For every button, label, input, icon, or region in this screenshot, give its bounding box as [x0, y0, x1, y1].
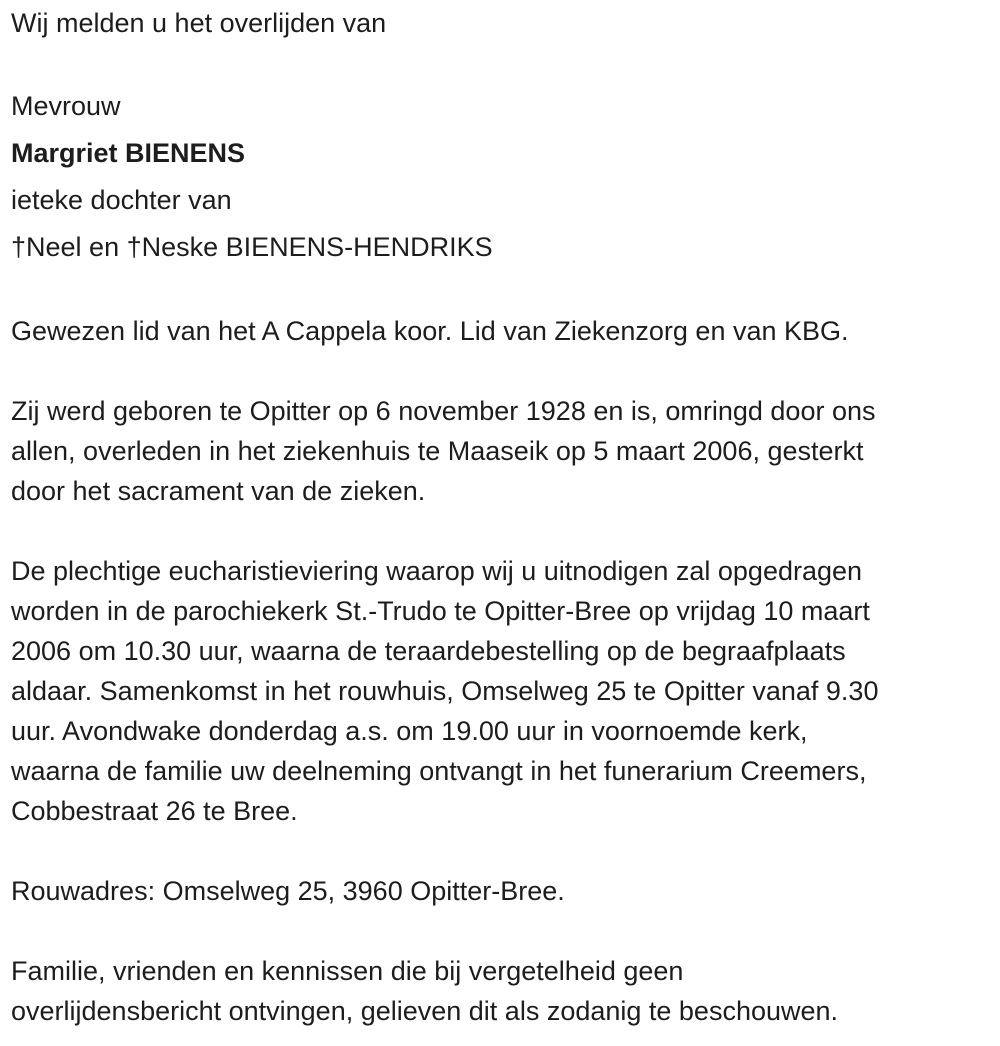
ceremony-paragraph [11, 551, 990, 831]
deceased-name: Margriet BIENENS [11, 138, 246, 168]
deceased-block [11, 83, 990, 271]
relation-line: ieteke dochter van [11, 185, 232, 215]
ceremony-line: aldaar. Samenkomst in het rouwhuis, Omselweg 25 te Opitter vanaf 9.30 [11, 676, 879, 706]
apology-line: Familie, vrienden en kennissen die bij vergetelheid geen [11, 956, 684, 986]
memberships-paragraph [11, 311, 990, 351]
birth-death-line: Zij werd geboren te Opitter op 6 november 1928 en is, omringd door ons [11, 396, 876, 426]
ceremony-line: uur. Avondwake donderdag a.s. om 19.00 uur in voornoemde kerk, [11, 716, 808, 746]
ceremony-line: 2006 om 10.30 uur, waarna de teraardebestelling op de begraafplaats [11, 636, 846, 666]
mourning-address-line: Rouwadres: Omselweg 25, 3960 Opitter-Bree. [11, 876, 565, 906]
parents-line: †Neel en †Neske BIENENS-HENDRIKS [11, 232, 493, 262]
salutation-line: Mevrouw [11, 91, 121, 121]
ceremony-line: Cobbestraat 26 te Bree. [11, 796, 298, 826]
intro-line: Wij melden u het overlijden van [11, 8, 387, 38]
mourning-address-paragraph [11, 871, 990, 911]
ceremony-line: De plechtige eucharistieviering waarop wij u uitnodigen zal opgedragen [11, 556, 863, 586]
birth-death-paragraph [11, 391, 990, 511]
ceremony-line: worden in de parochiekerk St.-Trudo te Opitter-Bree op vrijdag 10 maart [11, 596, 870, 626]
ceremony-line: waarna de familie uw deelneming ontvangt in het funerarium Creemers, [11, 756, 867, 786]
intro-paragraph [11, 3, 990, 43]
apology-paragraph [11, 951, 990, 1031]
apology-line: overlijdensbericht ontvingen, gelieven dit als zodanig te beschouwen. [11, 996, 839, 1026]
birth-death-line: allen, overleden in het ziekenhuis te Maaseik op 5 maart 2006, gesterkt [11, 436, 864, 466]
memberships-line: Gewezen lid van het A Cappela koor. Lid van Ziekenzorg en van KBG. [11, 316, 849, 346]
birth-death-line: door het sacrament van de zieken. [11, 476, 426, 506]
